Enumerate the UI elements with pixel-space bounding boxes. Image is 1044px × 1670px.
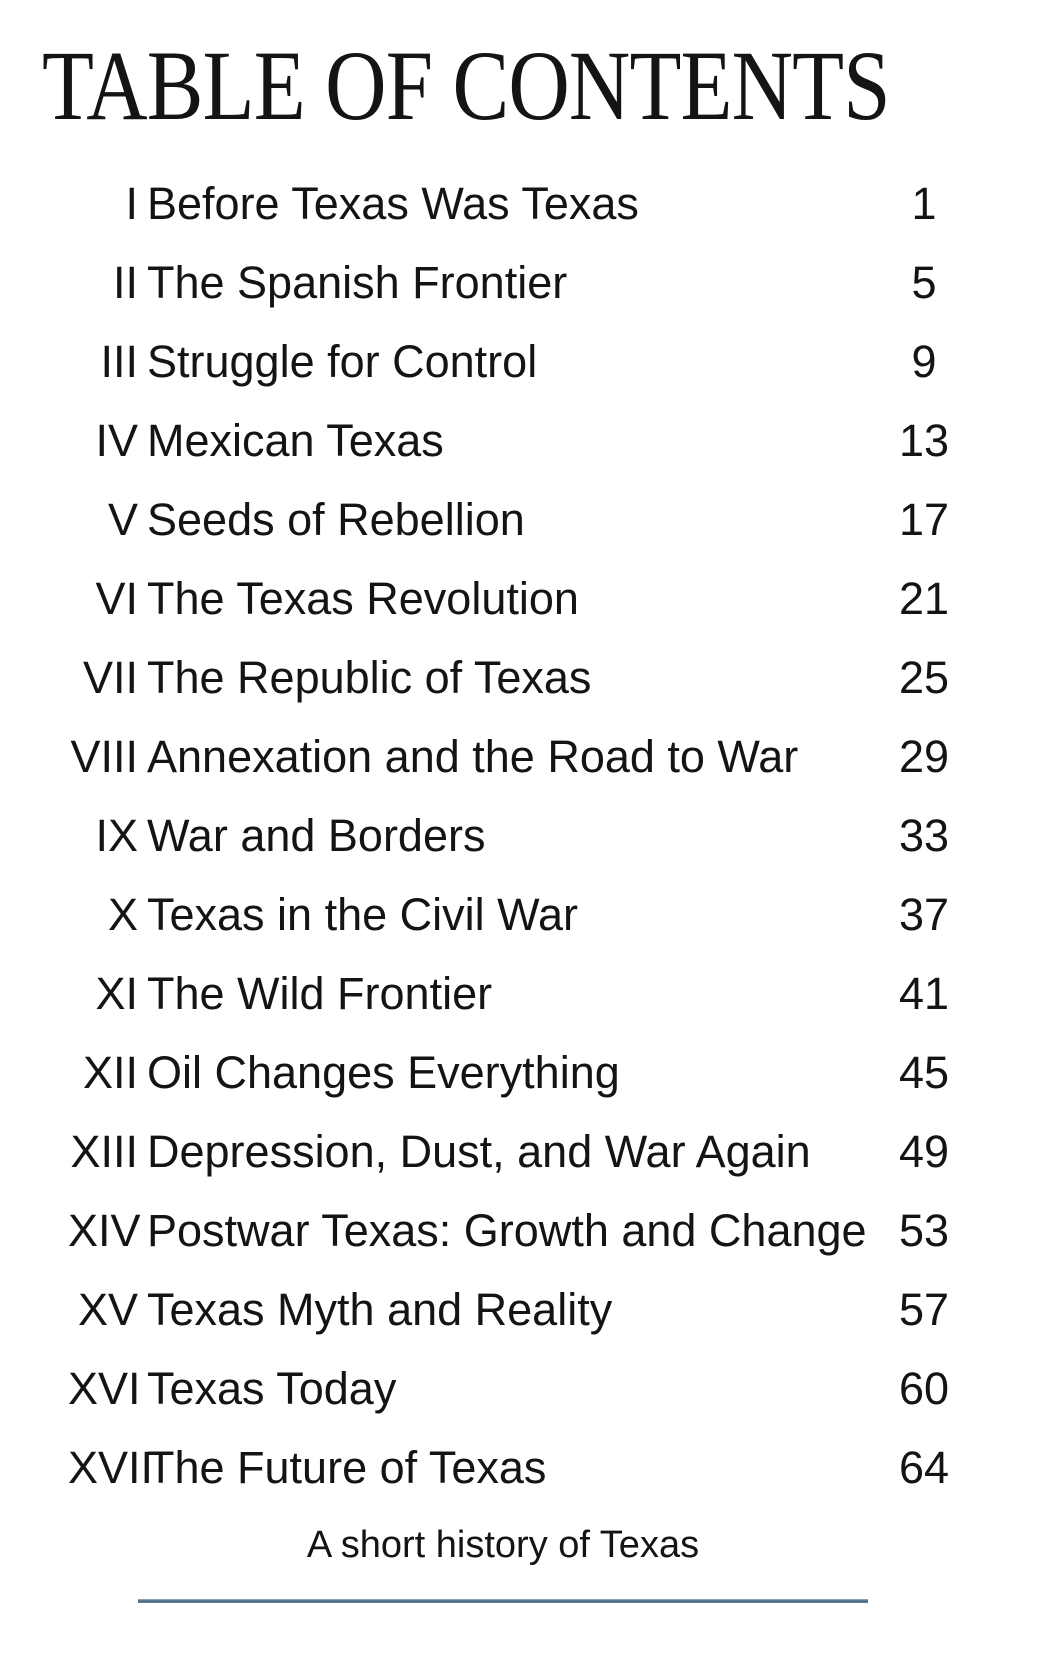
toc-row [0,1349,1044,1428]
toc-row [0,480,1044,559]
chapter-numeral: VI [95,573,138,624]
page-number: 64 [898,1442,950,1493]
chapter-numeral: XVII [68,1442,154,1493]
chapter-numeral: V [107,494,138,545]
page-number: 57 [898,1284,950,1335]
page-number: 25 [898,652,950,703]
chapter-title: Depression, Dust, and War Again [147,1126,811,1177]
toc-row [0,559,1044,638]
chapter-numeral: VIII [70,731,138,782]
page-title: TABLE OF CONTENTS [42,30,890,141]
page-number: 49 [898,1126,950,1177]
chapter-title: Mexican Texas [147,415,444,466]
chapter-title: Oil Changes Everything [147,1047,620,1098]
book-subtitle: A short history of Texas [306,1524,700,1566]
chapter-numeral: III [100,336,138,387]
toc-row [0,1270,1044,1349]
chapter-title: Postwar Texas: Growth and Change [147,1205,867,1256]
chapter-numeral: I [125,178,138,229]
page-number: 9 [911,336,937,387]
toc-row [0,954,1044,1033]
toc-row [0,164,1044,243]
toc-row [0,1033,1044,1112]
chapter-numeral: XIII [70,1126,138,1177]
chapter-title: War and Borders [147,810,486,861]
chapter-numeral: VII [82,652,138,703]
chapter-numeral: XI [95,968,138,1019]
chapter-title: The Future of Texas [147,1442,547,1493]
page-number: 5 [911,257,937,308]
page-number: 21 [898,573,950,624]
chapter-title: Texas in the Civil War [147,889,578,940]
chapter-title: The Wild Frontier [147,968,493,1019]
chapter-title: Struggle for Control [147,336,538,387]
chapter-title: The Texas Revolution [147,573,579,624]
toc-row [0,1428,1044,1507]
page-number: 1 [911,178,937,229]
page-number: 33 [898,810,950,861]
toc-list [0,164,1044,1507]
page-number: 13 [898,415,950,466]
chapter-title: Texas Myth and Reality [147,1284,613,1335]
chapter-title: Seeds of Rebellion [147,494,525,545]
chapter-numeral: IX [95,810,138,861]
chapter-numeral: XV [77,1284,138,1335]
chapter-numeral: IV [95,415,138,466]
chapter-title: Texas Today [147,1363,397,1414]
toc-row [0,875,1044,954]
toc-row [0,638,1044,717]
chapter-title: Annexation and the Road to War [147,731,799,782]
toc-row [0,322,1044,401]
chapter-numeral: II [112,257,138,308]
toc-row [0,1191,1044,1270]
chapter-numeral: XVI [68,1363,141,1414]
chapter-title: Before Texas Was Texas [147,178,639,229]
toc-row [0,717,1044,796]
divider-line [138,1599,868,1603]
toc-row [0,796,1044,875]
chapter-numeral: X [107,889,138,940]
toc-row [0,401,1044,480]
toc-row [0,243,1044,322]
chapter-numeral: XIV [68,1205,141,1256]
toc-row [0,1112,1044,1191]
chapter-title: The Spanish Frontier [147,257,568,308]
page-number: 37 [898,889,950,940]
page-number: 41 [898,968,950,1019]
footer [0,1521,1006,1603]
page-number: 53 [898,1205,950,1256]
page-number: 60 [898,1363,950,1414]
page-number: 29 [898,731,950,782]
chapter-title: The Republic of Texas [147,652,592,703]
page-number: 17 [898,494,950,545]
chapter-numeral: XII [82,1047,138,1098]
page-number: 45 [898,1047,950,1098]
